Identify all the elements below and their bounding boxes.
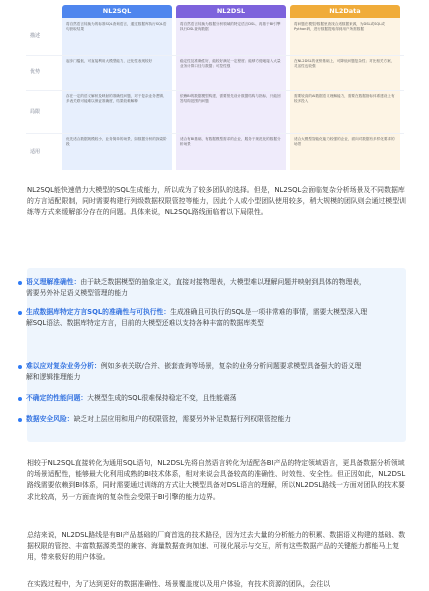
row-label-limitation: 局限 bbox=[30, 109, 41, 115]
cell-nl2dsl-applicable: 适合有BI基础、有数据模型需求的企业，服务于规范化的数据分析场景 bbox=[180, 137, 281, 147]
bullet-dot-icon bbox=[18, 365, 22, 369]
bullet-item: 语义理解准确性：由于缺乏数据模型的抽象定义，直接对接物理表，大模型难以理解问题并映射到具体的物理表，需要另外补足语义模型管理的能力 bbox=[26, 277, 368, 299]
summary-paragraph: 总结来说，NL2DSL路线是有BI产品基础的厂商首选的技术路径，因为过去大量的分析能力的积累、数据语义构建的基础、数据权限的管控、丰富数据源类型的兼容、海量数据查询加速、可视化展示与交互，所有这些数据产品的关键能力都能马上复用，带来极好的用户体验。 bbox=[27, 531, 406, 562]
cell-nl2data-limitation: 需要较高的AI数据语义理解能力，需要在数据指标体系建设上有较多投入 bbox=[294, 94, 395, 104]
row-label-description: 描述 bbox=[30, 33, 41, 39]
bullet-item: 不确定的性能问题：大模型生成的SQL很难保持稳定不变，且性能震荡 bbox=[26, 393, 368, 404]
bullet-item: 数据安全风险：缺乏对上层应用和用户的权限管控，需要另外补足数据行列权限管控能力 bbox=[26, 414, 368, 425]
intro-paragraph: NL2SQL能快速借力大模型的SQL生成能力，所以成为了较多团队的选择。但是，NL2SQL会面临复杂分析场景及不同数据库的方言适配限制，同时需要构建行列级数据权限管控等能力，因此个人或小型团队使用较多，稍大规模的团队则会通过模型训练等方式来缓解部分存在的问题。具体来说，NL2SQL路线面临着以下局限性。 bbox=[27, 186, 406, 217]
cell-nl2data-applicable: 适合大模型智能化能力较强的企业，面向对数据有多样化要求的场景 bbox=[294, 137, 395, 147]
practice-paragraph: 在实践过程中，为了达到更好的数据准确性、场景覆盖度以及用户体验，有技术资源的团队，会往以 bbox=[27, 580, 331, 588]
cell-nl2sql-limitation: 存在一定的语义解析及映射的准确性问题，对于复杂业务逻辑、多表关联可能难以保证准确度，结果较难解释 bbox=[66, 94, 167, 104]
nl2dsl-paragraph: 相较于NL2SQL直接转化为通用SQL语句，NL2DSL先将自然语言转化为适配各BI产品的特定领域语言，更具备数据分析领域的场景适配性，能够最大化利用成熟的BI技术体系，相对来说会具备较高的准确性、时效性、安全性。但正因如此，NL2DSL路线需要依赖到BI体系，同时需要通过训练的方式让大模型具备对DSL语言的理解，所以NL2DSL路线一方面对团队的技术要求比较高，另一方面查询的复杂性会受限于BI引擎的能力边界。 bbox=[27, 459, 406, 501]
bullet-dot-icon bbox=[18, 311, 22, 315]
cell-nl2data-description: 将问题在模型/数据里查找合适数据来源，为DSL或SQL或Python码，进行数据提取得到用户所需数据 bbox=[294, 22, 385, 32]
cell-nl2dsl-description: 将自然语言转换为数据分析领域的特定语言DSL，再基于BI引擎执行DSL查询数据 bbox=[180, 22, 281, 32]
row-label-advantage: 优势 bbox=[30, 69, 41, 75]
bullet-dot-icon bbox=[18, 281, 22, 285]
column-header-nl2sql: NL2SQL bbox=[62, 5, 172, 18]
cell-nl2dsl-advantage: 稳定性及准确性好，能较好满足一定程度；能够方便地接入大量业务计算口径与数据；可控性强 bbox=[180, 59, 281, 69]
column-header-nl2dsl: NL2DSL bbox=[176, 5, 286, 18]
column-header-nl2data: NL2Data bbox=[290, 5, 400, 18]
bullet-item: 生成数据库特定方言SQL的准确性与可执行性：生成准确且可执行的SQL是一项非常难的事情，需要大模型深入理解SQL语法、数据库特定方言，目前的大模型还难以支持各种丰富的数据库类型 bbox=[26, 307, 368, 329]
row-label-applicable: 适用 bbox=[30, 149, 41, 155]
bullet-item: 难以应对复杂业务分析：例如多表关联/合并、嵌套查询等场景，复杂的业务分析问题要求模型具备强大的语义理解和逻辑推理能力 bbox=[26, 361, 368, 383]
bullet-dot-icon bbox=[18, 418, 22, 422]
comparison-table bbox=[26, 5, 404, 170]
cell-nl2sql-advantage: 起步门槛低，可直接利用大模型能力，泛化性表现较好 bbox=[66, 59, 153, 63]
bullet-dot-icon bbox=[18, 397, 22, 401]
cell-nl2sql-description: 将自然语言转换为的标准SQL查询语言，通过数据库执行SQL语句获取结果 bbox=[66, 22, 167, 32]
cell-nl2dsl-limitation: 依赖BI的数据模型构建，需要预先设计数据结构与指标，只能回答结构范围内问题 bbox=[180, 94, 281, 104]
cell-nl2data-advantage: 在NL2DSL的优势基础上，可降低问题复杂性；对比相关方案，灵活性也较强 bbox=[294, 59, 395, 69]
cell-nl2sql-applicable: 优先适合数据规模较小，业务简单的场景，如数据分析的探索阶段 bbox=[66, 137, 167, 147]
